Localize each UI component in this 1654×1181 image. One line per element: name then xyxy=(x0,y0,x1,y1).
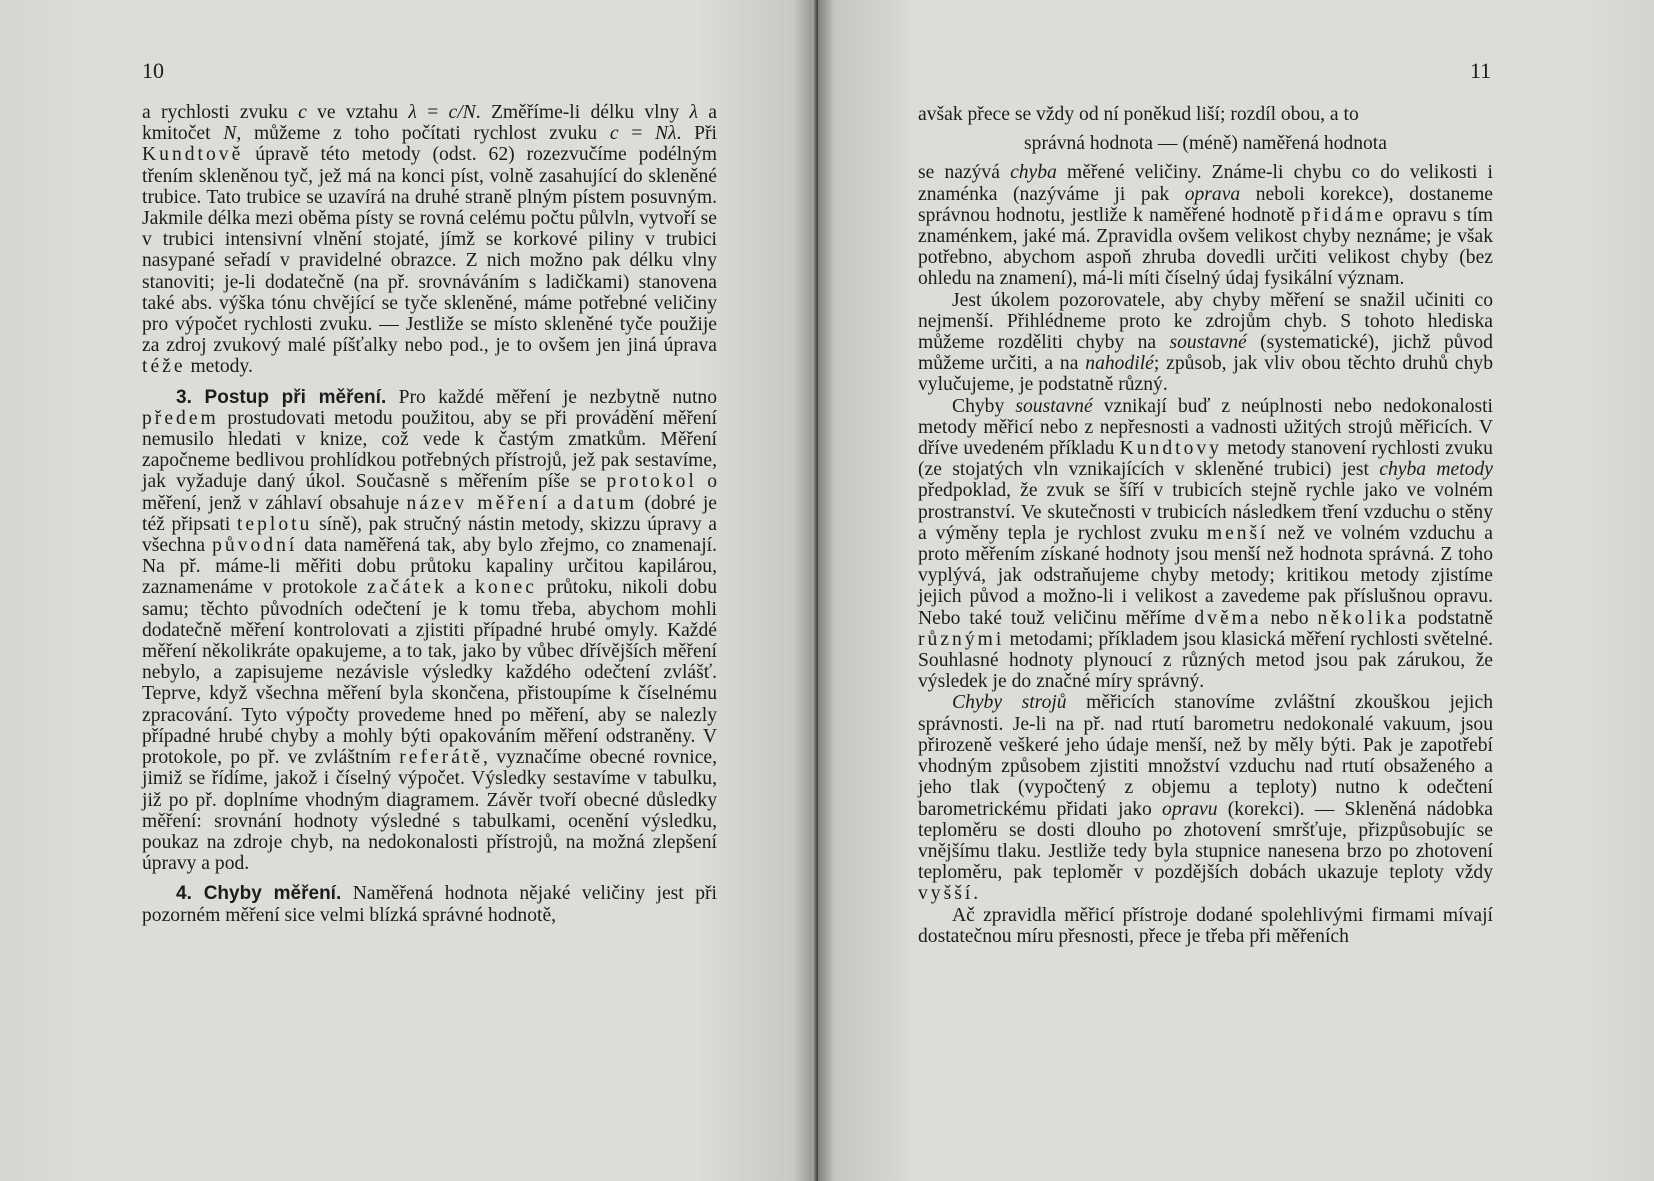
text-run: ; způsob, jak vliv obou těchto druhů chyb vylučujeme, je podstatně různý. xyxy=(918,353,1494,396)
text-run: správná hodnota — (méně) naměřená hodnota xyxy=(1024,133,1387,155)
italic-run: λ xyxy=(689,102,698,123)
text-run: ve vztahu xyxy=(306,102,409,123)
text-run: , vyznačíme obecné rovnice, jimiž se řídíme, jakož i číselný výpočet. Výsledky sestavíme v tabulku, již po př. doplníme vhodným diagramem. Závěr tvoří obecné důsledky měření: srovnání hodnoty výsledné s tabulkami, ocenění výsledku, poukaz na zdroje chyb, na nedokonalosti přístrojů, na možná zlepšení úpravy a pod. xyxy=(142,747,717,875)
left-page-text xyxy=(142,102,717,926)
paragraph xyxy=(142,102,717,378)
text-run: Jest úkolem pozorovatele, aby chyby měření se snažil učiniti co nejmenší. Přihlédneme proto ke zdrojům chyb. S tohoto hlediska můžeme rozděliti chyby na xyxy=(918,289,1493,354)
text-run: nebo xyxy=(1261,607,1318,629)
spaced-emphasis: několika xyxy=(1317,607,1409,629)
text-run: Pro každé měření je nezbytně nutno xyxy=(386,386,718,408)
paragraph xyxy=(918,396,1493,693)
italic-run: chyba metody xyxy=(1379,459,1493,481)
text-run: avšak přece se vždy od ní poněkud liší; rozdíl obou, a to xyxy=(918,104,1359,125)
spaced-emphasis: různými xyxy=(918,628,1005,650)
text-run: prostudovati metodu použitou, aby se při provádění měření nemusilo hledati v knize, což vede k častým zmatkům. Měření započneme bedlivou prohlídkou potřebných přístrojů, jež pak sestavíme, jak vyžaduje daný úkol. Současně s měřením píše se xyxy=(142,407,717,493)
text-run: metody. xyxy=(185,356,253,378)
spaced-emphasis: protokol xyxy=(606,471,697,493)
spaced-emphasis: přidáme xyxy=(1300,204,1387,226)
text-run: a xyxy=(446,577,476,599)
spaced-emphasis: teplotu xyxy=(236,513,313,535)
section-heading: 4. Chyby měření. xyxy=(176,883,342,905)
spaced-emphasis: konec xyxy=(475,577,537,599)
text-run: neboli korekce), dostaneme správnou hodnotu, jestliže k naměřené hodnotě xyxy=(918,183,1494,226)
spaced-emphasis: název měření xyxy=(406,492,550,514)
text-run: data naměřená tak, aby bylo zřejmo, co znamenají. Na př. máme-li měřiti dobu průtoku kapaliny určitou kapilárou, zaznamenáme v protokole xyxy=(142,535,717,599)
text-run: se nazývá xyxy=(918,162,1011,184)
text-run: síně), pak stručný nástin metody, skizzu úpravy a všechna xyxy=(142,513,717,557)
text-run: . Změříme-li délku vlny xyxy=(475,102,690,123)
text-run: Ač zpravidla měřicí přístroje dodané spolehlivými firmami mívají dostatečnou míru přesnosti, přece je třeba při měřeních xyxy=(918,904,1493,947)
text-run: Naměřená hodnota nějaké veličiny jest při pozorném měření sice velmi blízká správné hodnotě, xyxy=(142,883,717,926)
italic-run: soustavné xyxy=(1015,395,1093,417)
text-run: metody stanovení rychlosti zvuku (ze stojatých vln vznikajících v skleněné trubici) jest xyxy=(918,438,1493,481)
paragraph xyxy=(918,905,1493,947)
spaced-emphasis: začátek xyxy=(367,577,447,599)
text-run: (systematické), jichž původ můžeme určiti, a na xyxy=(918,332,1493,375)
page-number-left: 10 xyxy=(142,58,164,83)
text-run: než ve volném vzduchu a proto měřením získané hodnoty jsou menší než hodnota správná. Z toho vyplývá, jak odstraňujeme chyby metody; kritikou metody zjistíme jejich původ a možno-li i velikost a zavedeme pak příslušnou opravu. Nebo také touž veličinu měříme xyxy=(918,522,1493,629)
paragraph xyxy=(918,162,1493,289)
text-run: metodami; příkladem jsou klasická měření rychlosti světelné. Souhlasné hodnoty plynoucí z různých metod jsou pak zárukou, že výsledek je do značné míry správný. xyxy=(918,628,1493,693)
text-run: o měření, jenž v záhlaví obsahuje xyxy=(142,471,718,514)
spaced-emphasis: předem xyxy=(142,407,219,429)
paragraph xyxy=(918,692,1493,904)
text-run: opravu s tím znaménkem, jaké má. Zpravidla ovšem velikost chyby neznáme; je však potřebno, abychom aspoň zhruba dovedli určiti velikost chyby (bez ohledu na znamení), má-li míti číselný údaj fysikální význam. xyxy=(918,204,1494,290)
page-number-right: 11 xyxy=(1470,58,1492,83)
italic-run: Nλ xyxy=(654,123,677,145)
spaced-emphasis: Kundtově xyxy=(142,144,244,166)
paragraph-section-3 xyxy=(142,387,717,875)
italic-run: c/N xyxy=(448,102,476,123)
italic-run: λ xyxy=(408,102,417,123)
text-run: a kmitočet xyxy=(142,102,717,145)
text-run: vznikají buď z neúplnosti nebo nedokonalosti metody měřicí nebo z nepřesnosti a vadnosti užitých strojů měřicích. V dříve uvedeném příkladu xyxy=(918,395,1494,460)
text-run: (korekci). — Skleněná nádobka teploměru se dosti dlouho po zhotovení smršťuje, přizpůsobujíc se vnějšímu tlaku. Jestliže tedy byla stupnice nanesena brzo po zhotovení teploměru, pak teploměr v pozdějších dobách ukazuje teploty vždy xyxy=(918,798,1494,884)
spaced-emphasis: datum xyxy=(573,492,638,514)
text-run: předpoklad, že zvuk se šíří v trubicích stejně rychle jako ve volném prostranství. Ve skutečnosti v trubicích následkem tření vzduchu o stěny a výměny tepla je rychlost zvuku xyxy=(918,480,1493,544)
italic-run: soustavné xyxy=(1169,332,1247,354)
text-run: a rychlosti zvuku xyxy=(142,102,299,123)
italic-run: Chyby strojů xyxy=(952,692,1067,714)
spaced-emphasis: téže xyxy=(142,356,186,378)
spaced-emphasis: Kundtovy xyxy=(1119,438,1222,460)
formula-line xyxy=(918,133,1493,154)
italic-run: oprava xyxy=(1184,183,1241,205)
text-run: průtoku, nikoli dobu samu; těchto původních odečtení je k tomu třeba, abychom mohli dodatečně měření kontrolovati a zjistiti případné hrubé omyly. Každé měření několikráte opakujeme, a to tak, jako by vůbec dřívějších měření nebylo, a zapisujeme nezávisle výsledky každého odečtení zvlášť. Teprve, když všechna měření byla skončena, přistoupíme k číselnému zpracování. Tyto výpočty provedeme hned po měření, aby se nalezly případné hrubé chyby a mohly býti opakováním měření odstraněny. V protokole, po př. ve zvláštním xyxy=(142,577,717,769)
spaced-emphasis: menší xyxy=(1206,522,1269,544)
text-run: (dobré je též připsati xyxy=(142,492,717,535)
text-run: měřené veličiny. Známe-li chybu co do velikosti i znaménka (nazýváme ji pak xyxy=(918,162,1493,205)
right-page-text xyxy=(918,104,1493,947)
text-run: a xyxy=(549,492,574,514)
italic-run: opravu xyxy=(1162,798,1218,820)
section-heading: 3. Postup při měření. xyxy=(176,386,387,408)
text-run: , můžeme z toho počítati rychlost zvuku xyxy=(236,123,610,145)
spaced-emphasis: vyšší xyxy=(918,883,974,905)
text-run: . xyxy=(973,883,979,905)
paragraph xyxy=(918,104,1493,125)
text-run: = xyxy=(618,123,655,145)
spaced-emphasis: dvěma xyxy=(1194,607,1262,629)
text-run: . Při xyxy=(676,123,717,145)
italic-run: c xyxy=(298,102,307,123)
italic-run: nahodilé xyxy=(1085,353,1154,375)
text-run: úpravě této metody (odst. 62) rozezvučíme podélným třením skleněnou tyč, jež má na konci píst, volně zasahující do skleněné trubice. Tato trubice se uzavírá na druhé straně plným pístem posuvným. Jakmile délka mezi oběma písty se rovná celému počtu půlvln, vytvoří se v trubici intensivní vlnění stojaté, jímž se korkové piliny v trubici nasypané seřadí v pravidelné obrazce. Z nich možno pak délku vlny stanoviti; je-li dodatečně (na př. srovnáváním s ladičkami) stanovena také abs. výška tónu chvějící se tyče skleněné, máme potřebné veličiny pro výpočet rychlosti zvuku. — Jestliže se místo skleněné tyče použije za zdroj zvukový malé píšťalky nebo pod., je to ovšem jen jiná úprava xyxy=(142,144,717,357)
spaced-emphasis: původní xyxy=(212,535,298,557)
paragraph-section-4 xyxy=(142,883,717,925)
left-page xyxy=(0,0,818,1181)
text-run: Chyby xyxy=(952,395,1016,417)
italic-run: chyba xyxy=(1010,162,1057,184)
italic-run: c xyxy=(609,123,619,145)
text-run: měřicích stanovíme zvláštní zkouškou jejich správnosti. Je-li na př. nad rtutí barometru nedokonalé vakuum, jsou přirozeně veškeré jeho údaje menší, než by měly býti. Pak je zapotřebí vhodným způsobem zjistiti množství vzduchu nad rtutí obsaženého a jeho tlak (vypočtený z objemu a teploty) nutno k odečtení barometrickému přidati jako xyxy=(918,692,1493,820)
text-run: podstatně xyxy=(1408,607,1493,629)
spaced-emphasis: referátě xyxy=(399,747,484,769)
text-run: = xyxy=(416,102,449,123)
italic-run: N xyxy=(223,123,237,145)
paragraph xyxy=(918,290,1493,396)
